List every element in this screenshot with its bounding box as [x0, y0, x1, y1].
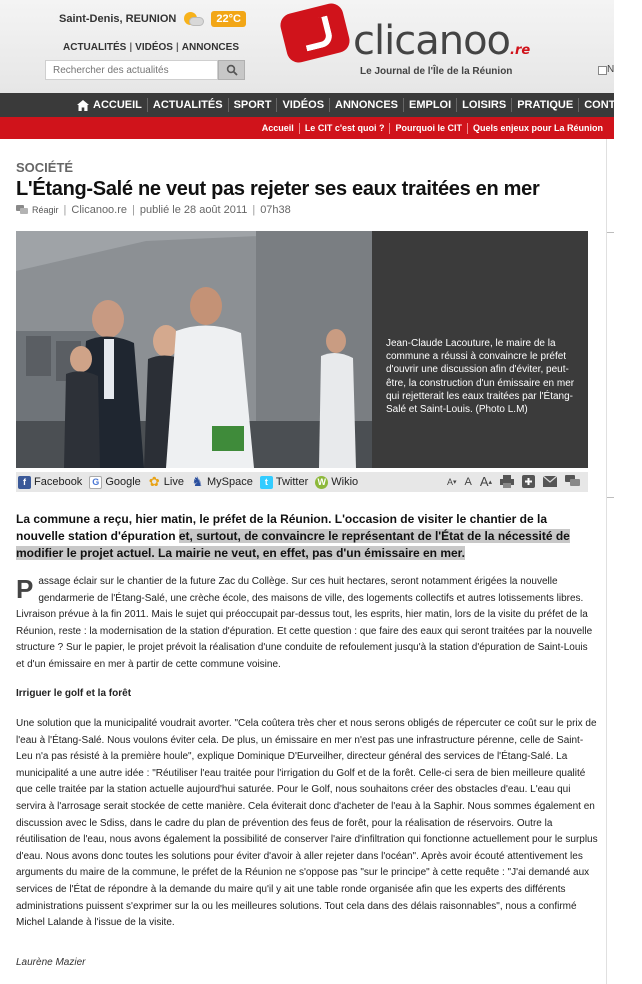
drop-cap: P [16, 574, 34, 604]
article-date: publié le 28 août 2011 [139, 204, 248, 216]
article-title: L'Étang-Salé ne veut pas rejeter ses eaux traitées en mer [16, 178, 540, 200]
google-icon: G [89, 476, 102, 489]
share-wikio[interactable]: W Wikio [315, 476, 358, 489]
logo-tagline: Le Journal de l'Île de la Réunion [360, 66, 513, 77]
weather-widget [59, 11, 246, 27]
search-bar [45, 60, 245, 80]
nav-item-annonces[interactable]: ANNONCES [330, 98, 404, 112]
react-link[interactable]: Réagir [32, 205, 59, 215]
article-tools [447, 474, 580, 489]
share-myspace[interactable]: ♞ MySpace [191, 474, 253, 489]
home-icon [77, 100, 89, 111]
top-links: ACTUALITÉS | VIDÉOS | ANNONCES [63, 42, 239, 53]
photo-caption: Jean-Claude Lacouture, le maire de la commune a réussi à convaincre le préfet d'ouvrir une discussion afin d'éviter, peut-être, la construction d'un émissaire en mer qui rejetterait les eaux traitées par l'Étang-Salé et Saint-Louis. (Photo L.M) [386, 338, 575, 416]
photo-illustration [16, 231, 372, 468]
article-photo[interactable] [16, 231, 372, 468]
share-facebook[interactable]: f Facebook [18, 476, 82, 489]
nav-item-contact[interactable]: CONTACT [584, 99, 638, 111]
search-button[interactable] [218, 60, 245, 80]
article-lead [16, 511, 598, 562]
wikio-icon: W [315, 476, 328, 489]
search-icon [226, 64, 238, 76]
main-nav [0, 93, 638, 117]
sub-nav [0, 117, 614, 139]
subnav-item-cit[interactable]: Le CIT c'est quoi ? [300, 123, 391, 134]
lead-highlight: et, surtout, de convaincre le représentant de l'État de la nécessité de modifier le projet actuel. La mairie ne veut, en effet, pas d'un émissaire en mer. [16, 529, 570, 560]
edge-tick [607, 232, 614, 233]
nav-item-loisirs[interactable]: LOISIRS [457, 98, 512, 112]
twitter-icon: t [260, 476, 273, 489]
share-google[interactable]: G Google [89, 476, 140, 489]
article-rubric[interactable]: SOCIÉTÉ [16, 160, 74, 175]
nav-item-sport[interactable]: SPORT [229, 98, 278, 112]
live-icon: ✿ [148, 474, 160, 489]
top-link-actualites[interactable]: ACTUALITÉS [63, 42, 127, 53]
nav-item-accueil[interactable]: ACCUEIL [72, 98, 148, 112]
checkbox[interactable] [598, 66, 607, 75]
print-icon[interactable] [500, 475, 514, 488]
logo-text: clicanoo.re [353, 18, 531, 64]
weather-location: Saint-Denis, REUNION [59, 13, 177, 25]
site-logo[interactable] [283, 6, 583, 86]
article-meta: Réagir | Clicanoo.re | publié le 28 août 2011 | 07h38 [16, 204, 291, 216]
add-icon[interactable] [522, 475, 535, 488]
article-author: Laurène Mazier [16, 957, 86, 968]
nav-item-videos[interactable]: VIDÉOS [277, 98, 330, 112]
article-time: 07h38 [260, 204, 291, 216]
site-header [0, 0, 614, 93]
facebook-icon: f [18, 476, 31, 489]
share-twitter[interactable]: t Twitter [260, 476, 308, 489]
temperature-badge: 22°C [211, 11, 246, 27]
nav-item-pratique[interactable]: PRATIQUE [512, 98, 579, 112]
right-edge-divider [606, 139, 607, 984]
article-source: Clicanoo.re [71, 204, 128, 216]
comment-icon [16, 205, 28, 215]
share-bar [16, 472, 588, 492]
article-paragraph-2: Une solution que la municipalité voudrait avorter. "Cela coûtera très cher et nous serons obligés de répercuter ce coût sur le prix de l'eau à l'Étang-Salé. Nous voulons éviter cela. De plus, un émissaire en mer n'est pas une infrastructure pérenne, celle de Saint-Leu n'a pas résisté à la première houle", explique Dominique D'Eurveilher, directeur général des services de l'Étang-Salé. La municipalité a une autre idée : "Réutiliser l'eau traitée pour l'irrigation du Golf et de la forêt. Celle-ci sera de bien meilleure qualité que celle traitée par la station actuelle aujourd'hui saturée. Pour le Golf, nous souhaitons créer des obstacles d'eau. L'eau qui servira à l'arrosage serait stockée de cette manière. Cela éviterait donc d'acheter de l'eau à la Saphir. Nous sommes également en discussion avec le Sdiss, dans le cadre du plan de prévention des feus de forêt, pour la réalisation de réservoirs. Outre la réutilisation de l'eau, nous avons également la possibilité de conserver l'aire d'infiltration qui fonctionne actuellement pour le surplus d'eau. Nous avons donc toutes les solutions pour éviter d'avoir à aller rejeter dans l'océan". Après avoir écouté attentivement les arguments du maire de la commune, le préfet de la Réunion ne s'oppose pas "sur le principe" à cette requête : "J'ai demandé aux services de l'État de répondre à la demande du maire qu'il y ait une table ronde organisée afin que les experts des différents administrations puissent s'exprimer sur la ou les meilleures solutions. Tout cela dans des délais raisonnables", nous a confirmé Michel Lalande à l'issue de la visite. [16, 718, 598, 929]
article-paragraph-1: Passage éclair sur le chantier de la future Zac du Collège. Sur ces huit hectares, seront notamment érigées la nouvelle gendarmerie de l'Étang-Salé, une crèche école, des maisons de ville, des logements collectifs et autres lotissements libres. Livraison prévue à la fin 2011. Mais le sujet qui préoccupait par-dessus tout, les esprits, hier matin, lors de la visite du préfet de la Réunion, reste : la modernisation de la station d'épuration. Et cette question : que faire des eaux qui seront traitées par la nouvelle structure ? Sur le papier, le projet prévoit la réalisation d'une conduite de refoulement jusqu'à la station d'épuration de Saint-Louis et d'un émissaire en mer à partir de cette commune voisine. [16, 574, 593, 670]
share-live[interactable]: ✿ Live [148, 474, 184, 489]
lead-text: La commune a reçu, hier matin, le préfet de la Réunion. L'occasion de visiter le chantier de la nouvelle station d'épuration [16, 512, 548, 543]
cropped-label: N [607, 64, 615, 75]
font-decrease-button[interactable]: A ▾ [446, 476, 457, 487]
logo-icon [278, 1, 352, 65]
comment-icon[interactable] [565, 475, 580, 488]
nav-item-actualites[interactable]: ACTUALITÉS [148, 98, 229, 112]
subnav-item-enjeux[interactable]: Quels enjeux pour La Réunion [472, 122, 603, 133]
font-normal-button[interactable]: A [464, 475, 472, 488]
font-increase-button[interactable]: A ▴ [479, 474, 492, 489]
top-link-videos[interactable]: VIDÉOS [135, 42, 173, 53]
nav-item-emploi[interactable]: EMPLOI [404, 98, 457, 112]
article-subheading: Irriguer le golf et la forêt [16, 688, 132, 699]
sun-cloud-icon [182, 11, 204, 27]
subnav-item-pourquoi[interactable]: Pourquoi le CIT [390, 123, 468, 134]
edge-tick [607, 497, 614, 498]
myspace-icon: ♞ [191, 474, 204, 489]
search-input[interactable] [45, 60, 218, 80]
email-icon[interactable] [543, 476, 557, 487]
top-link-annonces[interactable]: ANNONCES [181, 42, 239, 53]
subnav-item-accueil[interactable]: Accueil [257, 123, 300, 134]
